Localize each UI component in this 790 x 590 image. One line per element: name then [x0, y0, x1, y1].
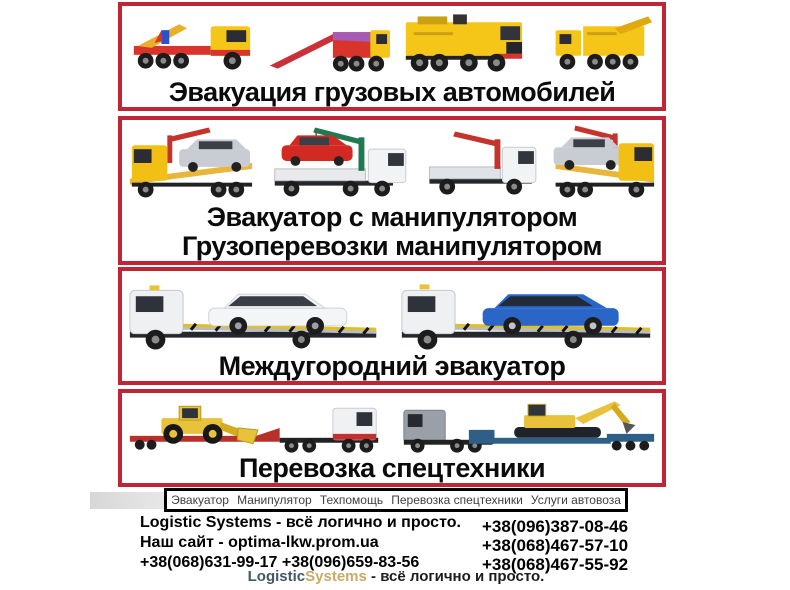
phone-number: +38(068)467-57-10: [482, 536, 629, 555]
menu-item-evacuator[interactable]: Эвакуатор: [171, 493, 229, 507]
heavy-wrecker-trucks-illustration: [122, 8, 662, 78]
panel-manipulator-trucks: [118, 116, 666, 265]
logo-word-logistic: Logistic: [247, 568, 306, 585]
footer-phones-block: [482, 517, 652, 574]
panel4-caption: Перевозка спецтехники: [238, 453, 546, 483]
phone-number: +38(068)467-55-92: [482, 555, 629, 574]
logistic-systems-logo: [118, 568, 674, 585]
menu-item-machinery-transport[interactable]: Перевозка спецтехники: [391, 493, 523, 507]
footer-contact-block: [140, 513, 485, 573]
menu-item-manipulator[interactable]: Манипулятор: [237, 493, 312, 507]
panel2-caption-line2: Грузоперевозки манипулятором: [182, 231, 602, 261]
website-line: Наш сайт - optima-lkw.prom.ua: [140, 534, 379, 551]
phone-number: +38(096)387-08-46: [482, 517, 629, 536]
panel1-caption: Эвакуация грузовых автомобилей: [168, 77, 616, 107]
lowboy-trailer-trucks-illustration: [122, 396, 662, 454]
logo-word-systems: Systems: [305, 568, 367, 585]
crane-manipulator-trucks-illustration: [122, 119, 662, 203]
menu-item-tech-help[interactable]: Техпомощь: [319, 493, 384, 507]
panel-intercity-tow: [118, 267, 666, 385]
menu-item-car-carrier[interactable]: Услуги автовоза: [530, 493, 621, 507]
panel2-caption-line1: Эвакуатор с манипулятором: [206, 202, 578, 232]
panel-heavy-truck-evacuation: [118, 2, 666, 111]
panel-machinery-transport: [118, 389, 666, 487]
logo-tagline: - всё логично и просто.: [366, 568, 545, 585]
flatbed-tow-trucks-illustration: [122, 274, 662, 352]
services-menu: [164, 488, 628, 512]
phones-left-line: +38(068)631-99-17 +38(096)659-83-56: [140, 554, 420, 571]
panel3-caption: Междугородний эвакуатор: [218, 351, 566, 381]
company-slogan-line: Logistic Systems - всё логично и просто.: [140, 514, 461, 531]
